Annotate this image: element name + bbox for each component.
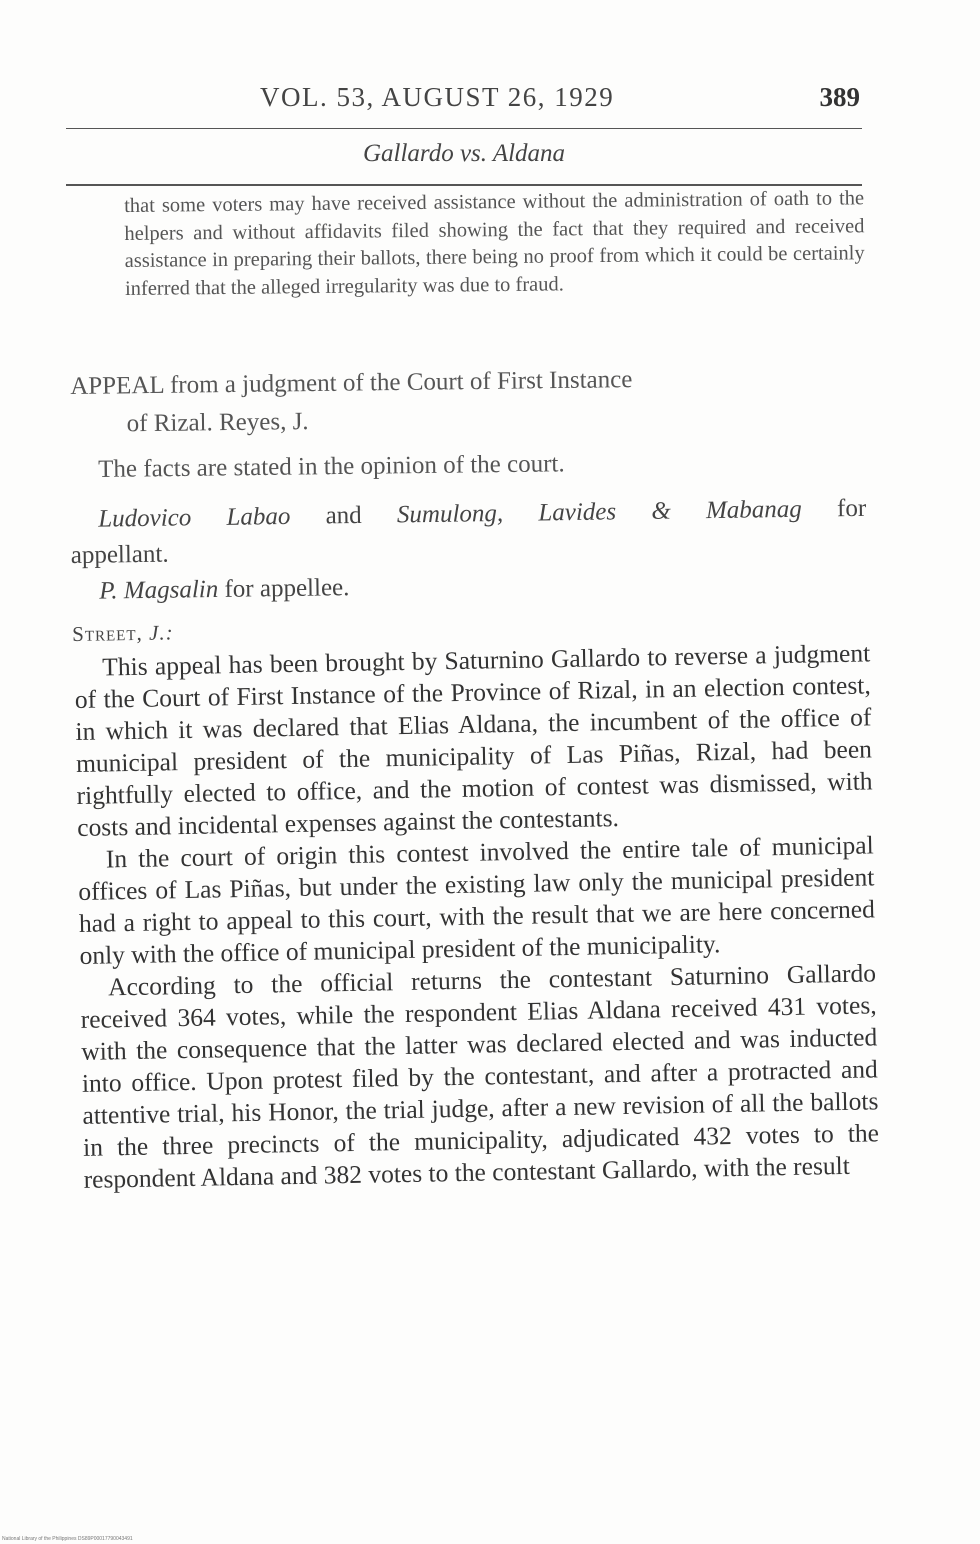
counsel-for: for xyxy=(801,494,867,523)
opinion-body xyxy=(74,637,880,1195)
appeal-line-1: APPEAL from a judgment of the Court of First Instance xyxy=(70,366,633,400)
appeal-line-2: of Rizal. Reyes, J. xyxy=(126,408,309,438)
syllabus-paragraph: that some voters may have received assistance without the administration of oath to the helpers and without affidavits filed showing the fact that they required and received assistance in preparing their ballots, there being no proof from which it could be certainly inferred that the alleged irregularity was due to fraud. xyxy=(124,187,865,300)
page-number: 389 xyxy=(819,82,860,112)
opinion-paragraph-3: According to the official returns the contestant Saturnino Gallardo received 364 votes, while the respondent Elias Aldana received 431 votes, with the consequence that the latter was declared elected and was inducted into office. Upon protest filed by the contestant, and after a protracted and attentive trial, his Honor, the trial judge, after a new revision of all the ballots in the three precincts of the municipality, adjudicated 432 votes to the respondent Aldana and 382 votes to the contestant Gallardo, with the result xyxy=(80,958,880,1194)
appellant-word: appellant. xyxy=(70,540,169,569)
justice-suffix: J.: xyxy=(148,620,174,645)
opinion-paragraph-1: This appeal has been brought by Saturnino Gallardo to reverse a judgment of the Court of First Instance of the Province of Rizal, in an election contest, in which it was declared that Elias Aldana, the incumbent of the office of municipal president of the municipality of Las Piñas, Rizal, had been rightfully elected to office, and the motion of contest was dismissed, with costs and incidental expenses against the contestants. xyxy=(74,638,873,842)
appellant-counsel-1: Ludovico Labao xyxy=(98,502,291,533)
header-rule-top xyxy=(66,128,862,129)
justice-byline xyxy=(72,620,174,647)
counsel-block xyxy=(70,491,867,610)
appellee-counsel: P. Magsalin xyxy=(99,575,219,605)
case-title: Gallardo vs. Aldana xyxy=(362,140,566,167)
appeal-statement xyxy=(70,358,865,444)
justice-name: Street, xyxy=(72,620,150,646)
opinion-paragraph-2: In the court of origin this contest involved the entire tale of municipal offices of Las Piñas, but under the existing law only the municipal president had a right to appeal to this court, with the result that we are here concerned only with the office of municipal president of the municipality. xyxy=(78,830,876,970)
counsel-conjunction: and xyxy=(290,501,398,530)
appellee-suffix: for appellee. xyxy=(218,574,350,603)
footer-note: National Library of the Philippines DS89P00017790043491 xyxy=(2,1536,133,1542)
volume-date: VOL. 53, AUGUST 26, 1929 xyxy=(260,82,615,112)
facts-statement: The facts are stated in the opinion of the court. xyxy=(98,450,565,483)
running-head xyxy=(66,82,862,122)
appellant-counsel-2: Sumulong, Lavides & Mabanag xyxy=(396,495,803,529)
